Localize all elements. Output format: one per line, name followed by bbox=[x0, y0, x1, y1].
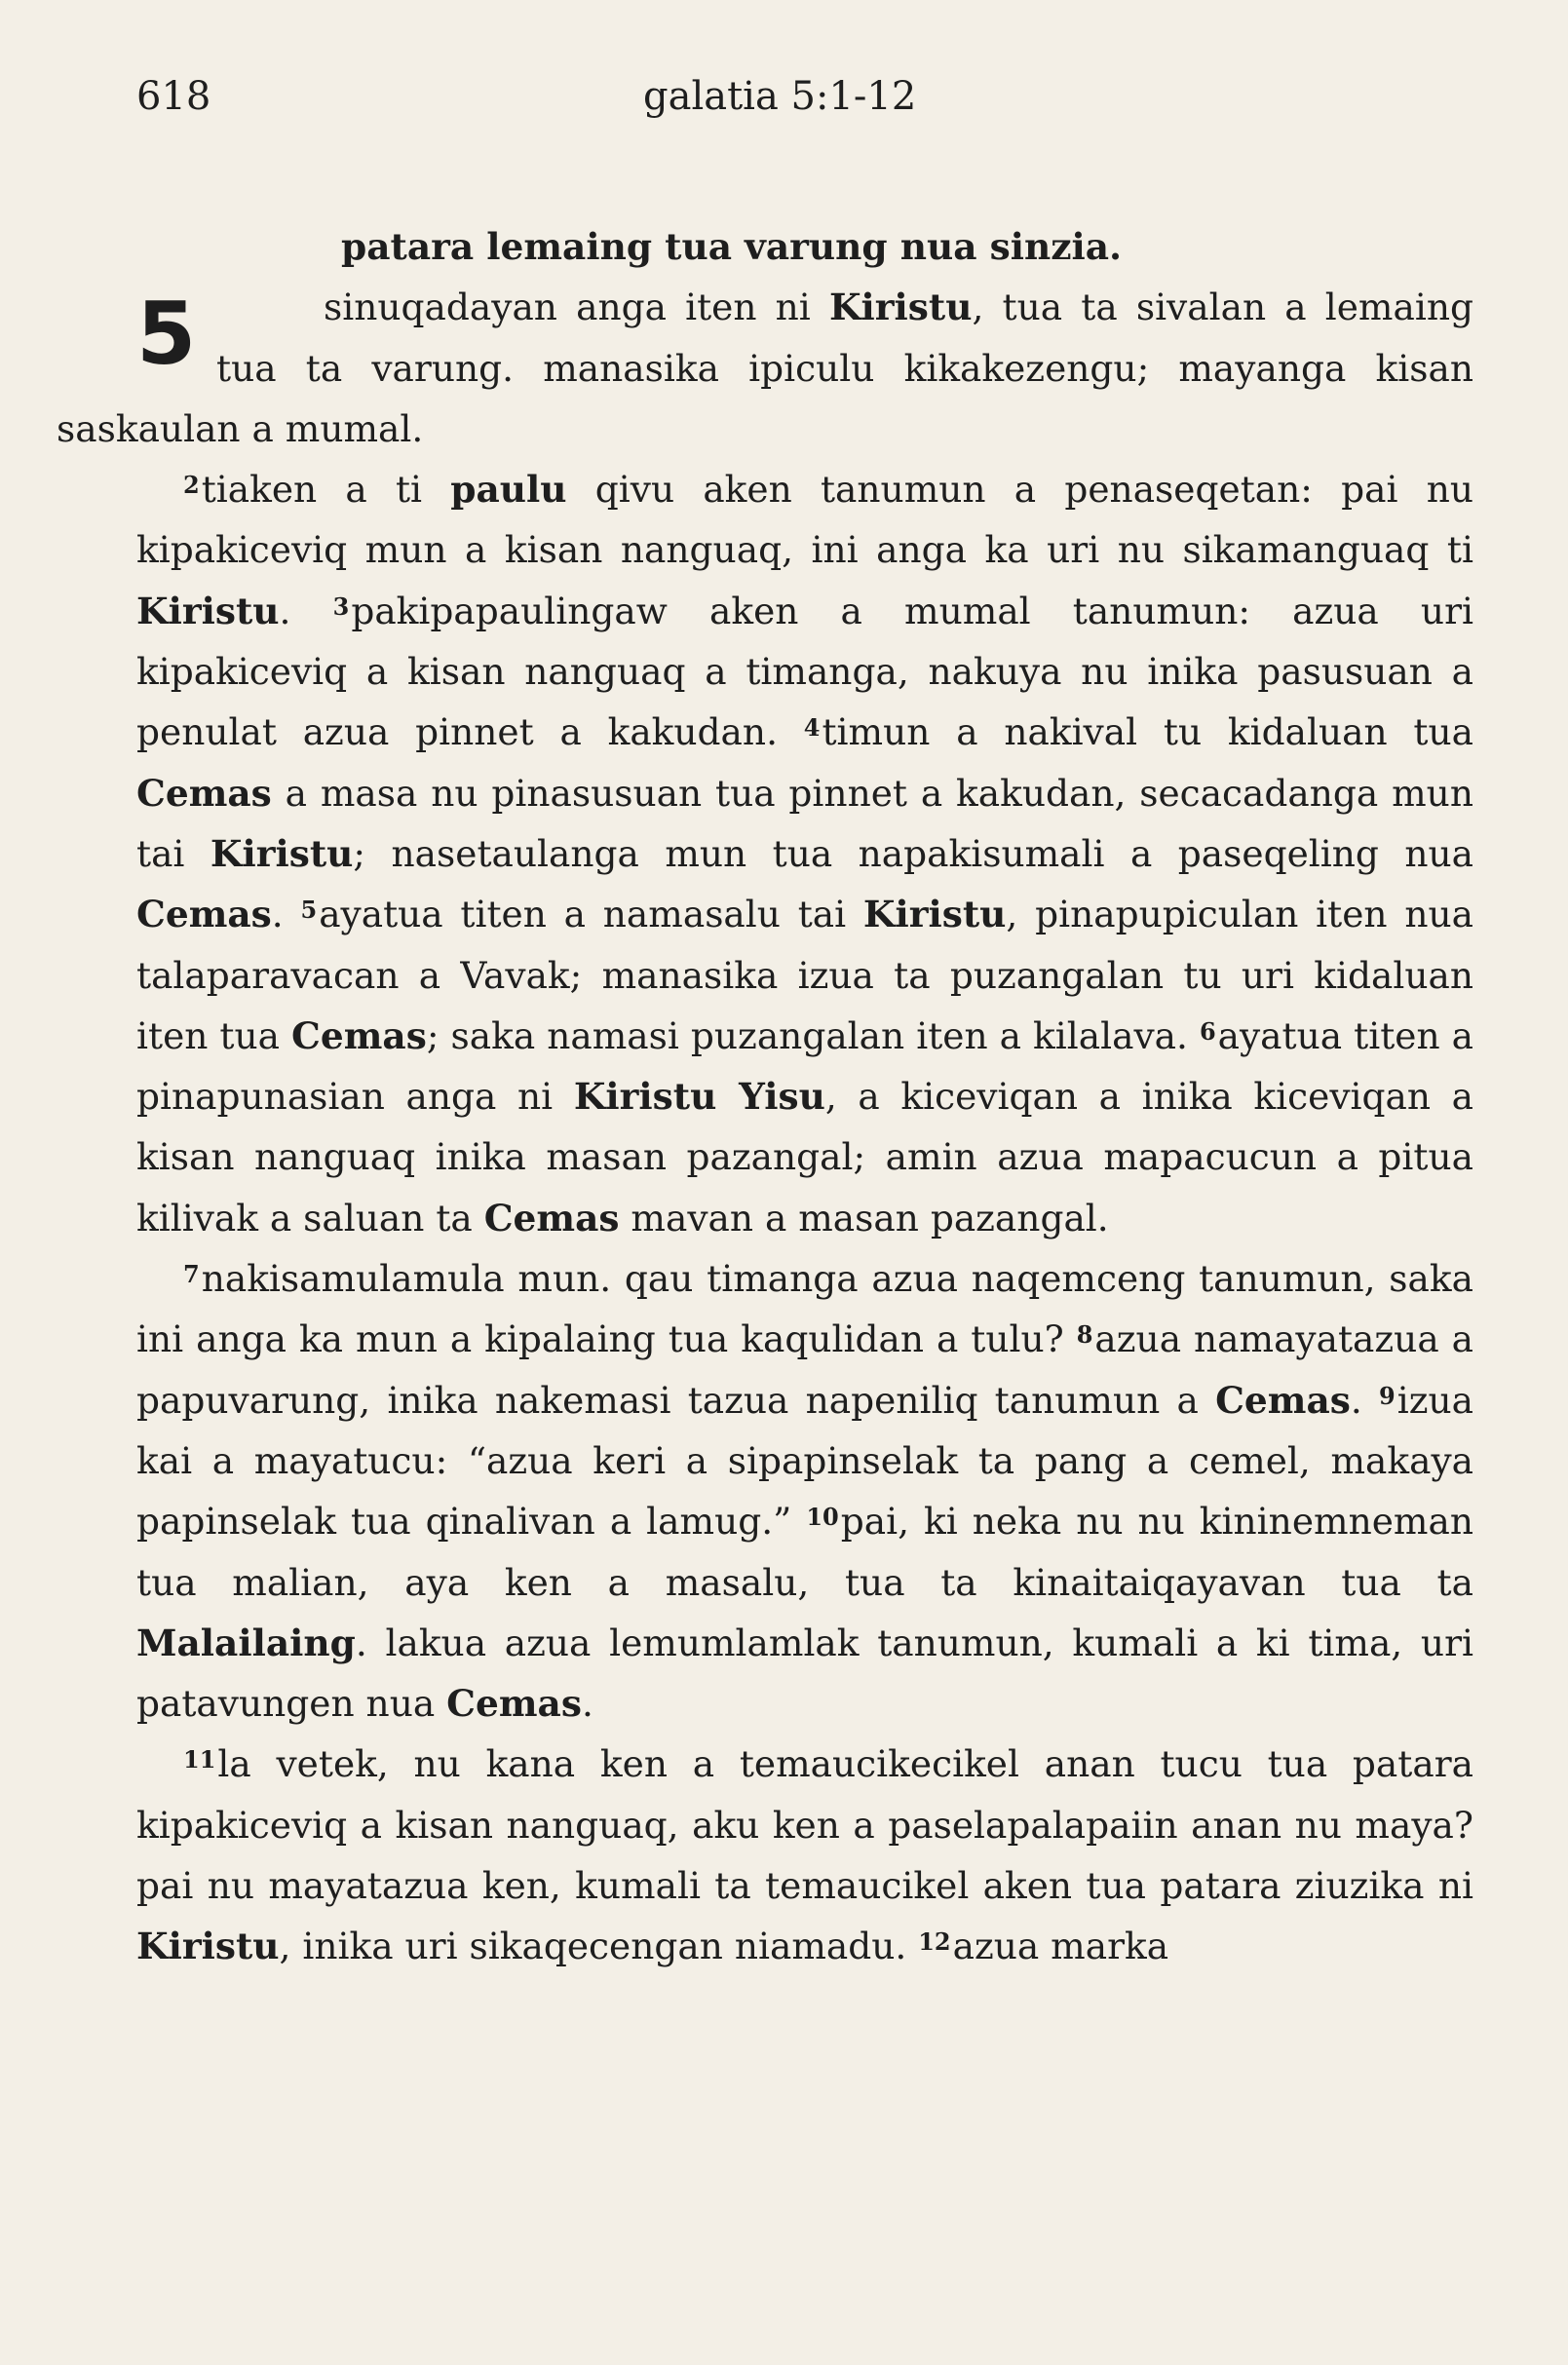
text-run: izua kai a mayatucu: “azua keri a sipapinselak ta pang a cemel, makaya papinselak tua qinalivan a lamug.” bbox=[136, 1378, 1473, 1544]
bold-term: Cemas bbox=[1215, 1378, 1351, 1422]
text-run: azua marka bbox=[952, 1925, 1169, 1968]
body-text bbox=[57, 216, 1474, 1977]
chapter-paragraph bbox=[57, 277, 1473, 459]
verse-number: 11 bbox=[183, 1745, 216, 1774]
bold-term: Kiristu Yisu bbox=[573, 1075, 825, 1119]
bold-term: Kiristu bbox=[862, 893, 1007, 936]
bold-term: Kiristu bbox=[828, 286, 973, 329]
bold-term: Kiristu bbox=[210, 831, 354, 875]
bold-term: Malailaing bbox=[136, 1621, 356, 1664]
text-run: . bbox=[1350, 1378, 1380, 1422]
paragraph bbox=[136, 459, 1473, 1248]
verse-number: 12 bbox=[918, 1927, 951, 1957]
text-run: pai, ki neka nu nu kininemneman tua malian, aya ken a masalu, tua ta kinaitaiqayavan tua ta bbox=[136, 1500, 1473, 1604]
paragraph-text bbox=[57, 277, 1473, 459]
bold-term: Cemas bbox=[446, 1682, 582, 1726]
bold-term: Cemas bbox=[136, 771, 272, 815]
text-run: timun a nakival tu kidaluan tua bbox=[822, 710, 1473, 754]
bold-term: Cemas bbox=[136, 893, 272, 936]
bold-term: paulu bbox=[450, 468, 567, 512]
text-run: a masa nu pinasusuan tua pinnet a kakudan, secacadanga mun tai bbox=[136, 771, 1473, 875]
text-run: , tua ta sivalan a lemaing tua ta varung. manasika ipiculu kikakezengu; mayanga kisan saskaulan a mumal. bbox=[57, 286, 1473, 450]
page-header bbox=[136, 74, 1432, 123]
paragraph bbox=[136, 1734, 1473, 1976]
chapter-number: 5 bbox=[136, 284, 197, 385]
text-run: tiaken a ti bbox=[201, 468, 451, 512]
text-run: , a kiceviqan a inika kiceviqan a kisan nanguaq inika masan pazangal; amin azua mapacucun a pitua kilivak a saluan ta bbox=[136, 1075, 1473, 1240]
verse-number: 8 bbox=[1076, 1320, 1093, 1350]
paragraph bbox=[136, 1248, 1473, 1734]
text-run: . bbox=[271, 893, 301, 936]
verse-number: 6 bbox=[1199, 1016, 1216, 1046]
text-run: . bbox=[581, 1682, 593, 1726]
section-heading bbox=[136, 216, 1473, 277]
text-run: , inika uri sikaqecengan niamadu. bbox=[279, 1925, 919, 1968]
text-run: sinuqadayan anga iten ni bbox=[324, 286, 829, 329]
text-run: ; saka namasi puzangalan iten a kilalava. bbox=[426, 1013, 1200, 1057]
bold-term: Kiristu bbox=[136, 589, 280, 632]
text-run: pakipapaulingaw aken a mumal tanumun: azua uri kipakiceviq a kisan nanguaq a timanga, nakuya nu inika pasusuan a penulat azua pinnet a kakudan. bbox=[136, 589, 1473, 754]
text-run: ; nasetaulanga mun tua napakisumali a paseqeling nua bbox=[353, 831, 1474, 875]
text-run: ayatua titen a pinapunasian anga ni bbox=[136, 1013, 1474, 1119]
text-run: la vetek, nu kana ken a temaucikecikel anan tucu tua patara kipakiceviq a kisan nanguaq, aku ken a paselapalapaiin anan nu maya? pai nu mayatazua ken, kumali ta temaucikel aken tua patara ziuzika ni bbox=[136, 1742, 1473, 1908]
verse-number: 2 bbox=[183, 471, 200, 500]
bold-term: Cemas bbox=[483, 1196, 620, 1240]
text-run: . lakua azua lemumlamlak tanumun, kumali a ki tima, uri patavungen nua bbox=[136, 1621, 1473, 1726]
text-run: nakisamulamula mun. qau timanga azua naqemceng tanumun, saka ini anga ka mun a kipalaing tua kaqulidan a tulu? bbox=[136, 1257, 1473, 1361]
page-number: 618 bbox=[136, 74, 211, 119]
bold-term: patara lemaing tua varung nua sinzia. bbox=[341, 225, 1123, 268]
bold-term: Kiristu bbox=[136, 1925, 280, 1968]
verse-number: 9 bbox=[1379, 1381, 1396, 1410]
verse-number: 10 bbox=[806, 1503, 839, 1532]
verse-number: 3 bbox=[332, 591, 350, 621]
running-head: galatia 5:1-12 bbox=[643, 74, 917, 119]
text-run: , pinapupiculan iten nua talaparavacan a Vavak; manasika izua ta puzangalan tu uri kidaluan iten tua bbox=[136, 893, 1473, 1057]
text-run: qivu aken tanumun a penaseqetan: pai nu kipakiceviq mun a kisan nanguaq, ini anga ka uri nu sikamanguaq ti bbox=[136, 468, 1473, 572]
text-run: mavan a masan pazangal. bbox=[619, 1196, 1109, 1240]
text-run: ayatua titen a namasalu tai bbox=[319, 893, 863, 936]
bold-term: Cemas bbox=[291, 1013, 427, 1057]
verse-number: 7 bbox=[183, 1260, 200, 1289]
verse-number: 5 bbox=[300, 896, 318, 925]
text-run: . bbox=[279, 589, 333, 632]
text-run: azua namayatazua a papuvarung, inika nakemasi tazua napeniliq tanumun a bbox=[136, 1317, 1473, 1422]
verse-number: 4 bbox=[803, 713, 821, 743]
